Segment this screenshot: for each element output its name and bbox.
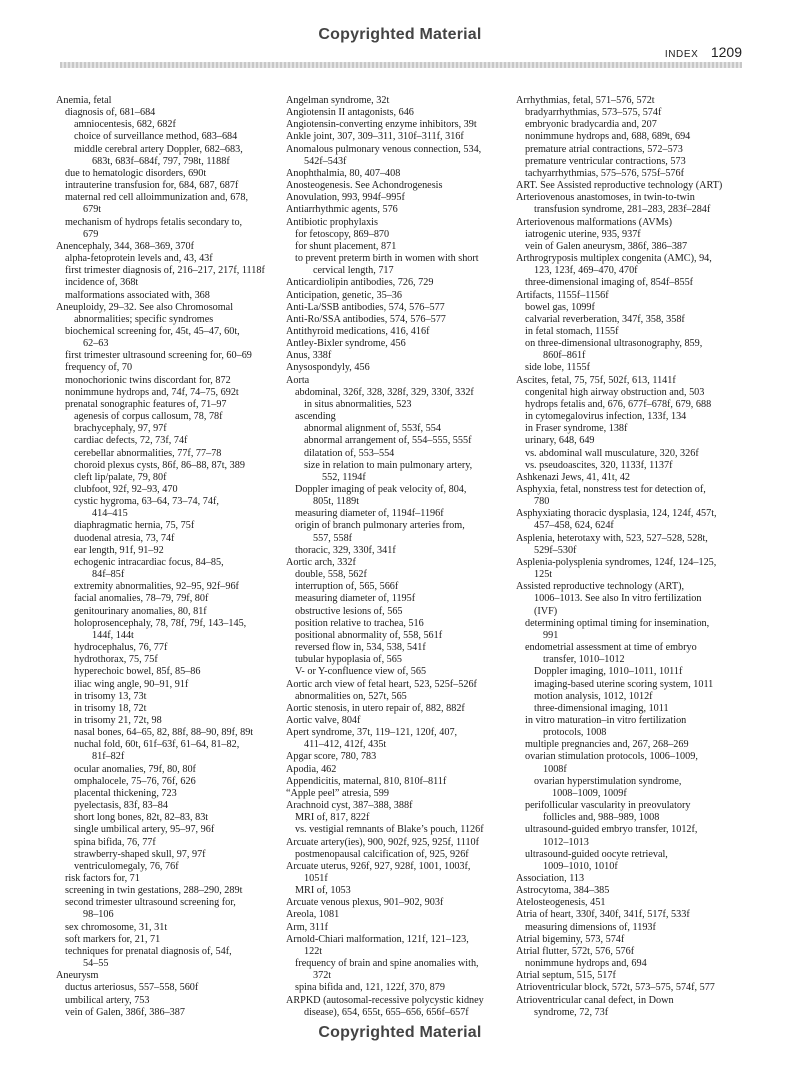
index-entry: abnormalities; specific syndromes (74, 313, 214, 325)
index-entry: Anysospondyly, 456 (286, 362, 370, 374)
index-entry: strawberry-shaped skull, 97, 97f (74, 848, 206, 860)
index-entry: premature atrial contractions, 572–573 (525, 143, 683, 155)
page-number: 1209 (710, 44, 742, 60)
index-entry: nonimmune hydrops and, 694 (525, 958, 647, 970)
index-entry: origin of branch pulmonary arteries from, (295, 520, 465, 532)
index-entry: 122t (304, 945, 323, 957)
index-entry: echogenic intracardiac focus, 84–85, (74, 556, 224, 568)
index-entry: 54–55 (83, 958, 109, 970)
index-entry: “Apple peel” atresia, 599 (286, 787, 389, 799)
index-entry: screening in twin gestations, 288–290, 289t (65, 885, 243, 897)
index-entry: omphalocele, 75–76, 76f, 626 (74, 775, 196, 787)
index-entry: 1008f (543, 763, 567, 775)
index-entry: postmenopausal calcification of, 925, 926f (295, 848, 469, 860)
index-entry: 1009–1010, 1010f (543, 860, 618, 872)
index-entry: Angelman syndrome, 32t (286, 95, 390, 106)
index-entry: dilatation of, 553–554 (304, 447, 395, 459)
index-entry: Antley-Bixler syndrome, 456 (286, 338, 406, 350)
index-entry: three-dimensional imaging of, 854f–855f (525, 277, 694, 289)
index-entry: monochorionic twins discordant for, 872 (65, 374, 231, 386)
index-entry: measuring diameter of, 1194f–1196f (295, 508, 444, 520)
index-entry: in vitro maturation–in vitro fertilization (525, 714, 687, 726)
index-entry: imaging-based uterine scoring system, 1011 (534, 678, 714, 690)
index-entry: Arcuate artery(ies), 900, 902f, 925, 925f, 1110f (286, 836, 480, 848)
index-entry: ventriculomegaly, 76, 76f (74, 860, 179, 872)
index-entry: Aneurysm (56, 970, 99, 982)
index-entry: Anencephaly, 344, 368–369, 370f (56, 240, 194, 252)
index-entry: 552, 1194f (322, 471, 366, 483)
index-entry: Arteriovenous malformations (AVMs) (516, 216, 672, 228)
index-entry: Aortic arch view of fetal heart, 523, 525f–526f (286, 678, 477, 690)
index-entry: Antiarrhythmic agents, 576 (286, 204, 398, 216)
index-entry: follicles and, 988–989, 1008 (543, 812, 660, 824)
index-entry: in fetal stomach, 1155f (525, 325, 619, 337)
index-entry: congenital high airway obstruction and, 503 (525, 386, 705, 398)
index-entry: first trimester diagnosis of, 216–217, 217f, 1118f (65, 265, 265, 277)
index-entry: Anosteogenesis. See Achondrogenesis (286, 180, 443, 192)
index-entry: Atrial septum, 515, 517f (516, 970, 616, 982)
index-entry: Areola, 1081 (286, 909, 340, 921)
index-entry: hyperechoic bowel, 85f, 85–86 (74, 666, 201, 678)
index-entry: 860f–861f (543, 350, 586, 362)
index-entry: Apgar score, 780, 783 (286, 751, 377, 763)
index-entry: Antibiotic prophylaxis (286, 216, 378, 228)
index-entry: urinary, 648, 649 (525, 435, 595, 447)
copyright-watermark-bottom: Copyrighted Material (318, 1024, 482, 1041)
index-entry: Asplenia-polysplenia syndromes, 124f, 124–125, (516, 556, 717, 568)
index-entry: motion analysis, 1012, 1012f (534, 690, 653, 702)
index-entry: Anti-Ro/SSA antibodies, 574, 576–577 (286, 313, 446, 325)
index-entry: Arrhythmias, fetal, 571–576, 572t (516, 95, 655, 106)
index-entry: Association, 113 (516, 873, 585, 884)
index-entry: MRI of, 1053 (295, 885, 351, 897)
index-entry: reversed flow in, 534, 538, 541f (295, 642, 426, 654)
index-entry: frequency of, 70 (65, 362, 133, 374)
index-entry: Arthrogryposis multiplex congenita (AMC), 94, (516, 253, 712, 265)
index-entry: in cytomegalovirus infection, 133f, 134 (525, 411, 687, 423)
index-entry: ART. See Assisted reproductive technology (ART) (516, 180, 723, 192)
index-entry: tachyarrhythmias, 575–576, 575f–576f (525, 167, 685, 179)
index-entry: abdominal, 326f, 328, 328f, 329, 330f, 332f (295, 386, 474, 398)
index-entry: extremity abnormalities, 92–95, 92f–96f (74, 581, 239, 593)
index-entry: in Fraser syndrome, 138f (525, 423, 628, 435)
index-entry: genitourinary anomalies, 80, 81f (74, 605, 207, 617)
index-entry: premature ventricular contractions, 573 (525, 155, 686, 167)
index-entry: perifollicular vascularity in preovulatory (525, 800, 691, 812)
index-entry: ultrasound-guided embryo transfer, 1012f, (525, 824, 698, 836)
index-entry: biochemical screening for, 45t, 45–47, 60t, (65, 325, 240, 337)
index-entry: bradyarrhythmias, 573–575, 574f (525, 107, 662, 119)
index-entry: Anovulation, 993, 994f–995f (286, 192, 405, 204)
index-entry: embryonic bradycardia and, 207 (525, 119, 657, 131)
index-entry: for fetoscopy, 869–870 (295, 228, 390, 240)
index-entry: abnormal arrangement of, 554–555, 555f (304, 435, 472, 447)
index-entry: cleft lip/palate, 79, 80f (74, 471, 167, 483)
index-entry: mechanism of hydrops fetalis secondary to, (65, 216, 243, 228)
index-entry: 144f, 144t (92, 629, 134, 641)
index-entry: nonimmune hydrops and, 688, 689t, 694 (525, 131, 691, 143)
index-entry: Ashkenazi Jews, 41, 41t, 42 (516, 471, 631, 483)
index-entry: Asphyxiating thoracic dysplasia, 124, 124f, 457t, (516, 508, 717, 520)
index-entry: obstructive lesions of, 565 (295, 605, 403, 617)
index-entry: duodenal atresia, 73, 74f (74, 532, 175, 544)
index-entry: 1008–1009, 1009f (552, 787, 627, 799)
index-entry: 414–415 (92, 508, 128, 520)
index-entry: Aortic arch, 332f (286, 556, 356, 568)
index-entry: risk factors for, 71 (65, 873, 140, 884)
index-entry: to prevent preterm birth in women with short (295, 253, 479, 265)
index-entry: 679t (83, 204, 102, 216)
index-entry: Asphyxia, fetal, nonstress test for detection of, (516, 484, 706, 495)
index-entry: Doppler imaging, 1010–1011, 1011f (534, 666, 683, 678)
index-entry: iliac wing angle, 90–91, 91f (74, 678, 189, 690)
index-column-3 (516, 95, 734, 1019)
index-entry: maternal red cell alloimmunization and, 678, (65, 192, 249, 204)
index-entry: Ankle joint, 307, 309–311, 310f–311f, 316f (286, 131, 464, 143)
index-entry: double, 558, 562f (295, 569, 367, 581)
index-entry: 372t (313, 970, 332, 982)
index-entry: (IVF) (534, 605, 558, 617)
index-entry: Atrial bigeminy, 573, 574f (516, 933, 625, 945)
index-entry: cervical length, 717 (313, 265, 394, 277)
index-entry: interruption of, 565, 566f (295, 581, 399, 593)
index-entry: Antithyroid medications, 416, 416f (286, 325, 430, 337)
index-entry: Doppler imaging of peak velocity of, 804, (295, 484, 467, 495)
index-entry: disease), 654, 655t, 655–656, 656f–657f (304, 1006, 469, 1018)
index-entry: measuring dimensions of, 1193f (525, 921, 656, 933)
index-entry: diagnosis of, 681–684 (65, 107, 156, 119)
index-entry: agenesis of corpus callosum, 78, 78f (74, 411, 223, 423)
index-entry: hydrothorax, 75, 75f (74, 654, 158, 666)
index-entry: Anticardiolipin antibodies, 726, 729 (286, 277, 434, 289)
index-entry: ovarian hyperstimulation syndrome, (534, 775, 682, 787)
index-entry: 542f–543f (304, 155, 347, 167)
index-entry: iatrogenic uterine, 935, 937f (525, 228, 641, 240)
index-entry: 123, 123f, 469–470, 470f (534, 265, 638, 277)
index-entry: choroid plexus cysts, 86f, 86–88, 87t, 389 (74, 459, 245, 471)
index-entry: Atria of heart, 330f, 340f, 341f, 517f, 533f (516, 909, 690, 921)
index-entry: single umbilical artery, 95–97, 96f (74, 824, 215, 836)
index-entry: techniques for prenatal diagnosis of, 54f, (65, 945, 232, 957)
index-entry: malformations associated with, 368 (65, 289, 210, 301)
index-entry: Apodia, 462 (286, 763, 337, 775)
index-entry: transfer, 1010–1012 (543, 654, 625, 666)
index-entry: 805t, 1189t (313, 496, 360, 508)
index-entry: Artifacts, 1155f–1156f (516, 289, 609, 301)
index-entry: in trisomy 13, 73t (74, 690, 147, 702)
index-entry: V- or Y-confluence view of, 565 (295, 666, 427, 678)
index-entry: clubfoot, 92f, 92–93, 470 (74, 484, 178, 495)
index-entry: sex chromosome, 31, 31t (65, 921, 168, 933)
copyright-watermark-top: Copyrighted Material (318, 26, 482, 43)
index-entry: Atrial flutter, 572t, 576, 576f (516, 945, 635, 957)
index-entry: 411–412, 412f, 435t (304, 739, 387, 751)
index-entry: vein of Galen aneurysm, 386f, 386–387 (525, 240, 688, 252)
index-entry: alpha-fetoprotein levels and, 43, 43f (65, 253, 213, 265)
index-entry: 125t (534, 569, 553, 581)
index-entry: ARPKD (autosomal-recessive polycystic kidney (286, 994, 484, 1006)
index-entry: 991 (543, 629, 559, 641)
index-entry: tubular hypoplasia of, 565 (295, 654, 402, 666)
index-entry: middle cerebral artery Doppler, 682–683, (74, 143, 243, 155)
index-entry: cerebellar abnormalities, 77f, 77–78 (74, 447, 222, 459)
index-entry: 529f–530f (534, 544, 577, 556)
index-entry: Arcuate venous plexus, 901–902, 903f (286, 897, 444, 909)
index-entry: 81f–82f (92, 751, 125, 763)
index-entry: bowel gas, 1099f (525, 301, 595, 313)
index-entry: Appendicitis, maternal, 810, 810f–811f (286, 775, 447, 787)
index-entry: in trisomy 18, 72t (74, 702, 147, 714)
index-entry: measuring diameter of, 1195f (295, 593, 416, 605)
index-entry: 1006–1013. See also In vitro fertilization (534, 593, 702, 605)
index-entry: Aneuploidy, 29–32. See also Chromosomal (56, 301, 234, 313)
index-entry: soft markers for, 21, 71 (65, 933, 161, 945)
index-entry: due to hematologic disorders, 690t (65, 167, 207, 179)
index-entry: 679 (83, 228, 99, 240)
index-entry: Anomalous pulmonary venous connection, 534, (286, 143, 482, 155)
index-entry: Atelosteogenesis, 451 (516, 897, 606, 909)
index-entry: spina bifida and, 121, 122f, 370, 879 (295, 982, 445, 994)
index-entry: 1051f (304, 873, 328, 884)
index-entry: in trisomy 21, 72t, 98 (74, 714, 162, 726)
index-entry: short long bones, 82t, 82–83, 83t (74, 812, 209, 824)
index-entry: on three-dimensional ultrasonography, 859, (525, 338, 703, 350)
index-entry: in situs abnormalities, 523 (304, 398, 412, 410)
section-label: INDEX (664, 49, 699, 60)
index-entry: nonimmune hydrops and, 74f, 74–75, 692t (65, 386, 239, 398)
index-entry: Apert syndrome, 37t, 119–121, 120f, 407, (286, 727, 458, 739)
index-entry: spina bifida, 76, 77f (74, 836, 156, 848)
index-entry: incidence of, 368t (65, 277, 139, 289)
index-entry: ovarian stimulation protocols, 1006–1009, (525, 751, 698, 763)
index-entry: position relative to trachea, 516 (295, 617, 424, 629)
index-entry: 780 (534, 496, 550, 508)
index-entry: Arteriovenous anastomoses, in twin-to-twin (516, 192, 695, 204)
index-entry: MRI of, 817, 822f (295, 812, 370, 824)
index-entry: 683t, 683f–684f, 797, 798t, 1188f (92, 155, 230, 167)
index-entry: Astrocytoma, 384–385 (516, 885, 610, 897)
index-entry: first trimester ultrasound screening for, 60–69 (65, 350, 252, 362)
index-entry: Angiotensin II antagonists, 646 (286, 107, 414, 119)
index-entry: vein of Galen, 386f, 386–387 (65, 1006, 185, 1018)
index-entry: Aortic stenosis, in utero repair of, 882, 882f (286, 702, 465, 714)
index-entry: nuchal fold, 60t, 61f–63f, 61–64, 81–82, (74, 739, 240, 751)
index-entry: vs. abdominal wall musculature, 320, 326f (525, 447, 699, 459)
index-entry: cystic hygroma, 63–64, 73–74, 74f, (74, 496, 219, 508)
index-entry: endometrial assessment at time of embryo (525, 642, 697, 654)
index-entry: Arachnoid cyst, 387–388, 388f (286, 800, 413, 812)
index-entry: diaphragmatic hernia, 75, 75f (74, 520, 195, 532)
index-entry: 457–458, 624, 624f (534, 520, 614, 532)
index-entry: nasal bones, 64–65, 82, 88f, 88–90, 89f, 89t (74, 727, 254, 739)
index-entry: Anus, 338f (286, 350, 332, 362)
index-entry: Aorta (286, 374, 310, 386)
index-entry: ascending (295, 411, 336, 423)
index-entry: 557, 558f (313, 532, 353, 544)
index-entry: 1012–1013 (543, 836, 589, 848)
index-entry: Arcuate uterus, 926f, 927, 928f, 1001, 1003f, (286, 860, 471, 872)
index-entry: hydrocephalus, 76, 77f (74, 642, 168, 654)
index-entry: multiple pregnancies and, 267, 268–269 (525, 739, 689, 751)
index-entry: for shunt placement, 871 (295, 240, 397, 252)
index-entry: second trimester ultrasound screening for, (65, 897, 236, 909)
index-entry: 98–106 (83, 909, 114, 921)
index-column-2 (286, 95, 504, 1019)
index-entry: Aortic valve, 804f (286, 714, 361, 726)
index-entry: ear length, 91f, 91–92 (74, 544, 164, 556)
index-entry: holoprosencephaly, 78, 78f, 79f, 143–145, (74, 617, 247, 629)
index-entry: ultrasound-guided oocyte retrieval, (525, 848, 668, 860)
index-entry: vs. pseudoascites, 320, 1133f, 1137f (525, 459, 673, 471)
index-entry: pyelectasis, 83f, 83–84 (74, 800, 168, 812)
index-entry: ductus arteriosus, 557–558, 560f (65, 982, 199, 994)
index-column-1 (56, 95, 274, 1019)
index-entry: frequency of brain and spine anomalies with, (295, 958, 479, 970)
index-entry: Anti-La/SSB antibodies, 574, 576–577 (286, 301, 445, 313)
index-entry: abnormalities on, 527t, 565 (295, 690, 407, 702)
index-entry: intrauterine transfusion for, 684, 687, 687f (65, 180, 239, 192)
index-entry: protocols, 1008 (543, 727, 607, 739)
index-entry: Angiotensin-converting enzyme inhibitors, 39t (286, 119, 477, 131)
index-entry: hydrops fetalis and, 676, 677f–678f, 679, 688 (525, 398, 712, 410)
index-entry: size in relation to main pulmonary artery, (304, 459, 473, 471)
index-entry: determining optimal timing for insemination, (525, 617, 710, 629)
index-entry: Arnold-Chiari malformation, 121f, 121–123, (286, 933, 469, 945)
index-entry: calvarial reverberation, 347f, 358, 358f (525, 313, 685, 325)
index-entry: brachycephaly, 97, 97f (74, 423, 167, 435)
index-entry: Asplenia, heterotaxy with, 523, 527–528, 528t, (516, 532, 708, 544)
index-entry: umbilical artery, 753 (65, 994, 150, 1006)
index-entry: syndrome, 72, 73f (534, 1006, 609, 1018)
index-entry: three-dimensional imaging, 1011 (534, 702, 669, 714)
index-entry: ocular anomalies, 79f, 80, 80f (74, 763, 196, 775)
index-entry: Assisted reproductive technology (ART), (516, 581, 685, 593)
index-entry: Anophthalmia, 80, 407–408 (286, 167, 401, 179)
index-entry: prenatal sonographic features of, 71–97 (65, 398, 227, 410)
index-entry: transfusion syndrome, 281–283, 283f–284f (534, 204, 711, 216)
index-entry: choice of surveillance method, 683–684 (74, 131, 238, 143)
running-head (665, 44, 742, 62)
index-entry: placental thickening, 723 (74, 787, 177, 799)
index-entry: side lobe, 1155f (525, 362, 590, 374)
index-entry: vs. vestigial remnants of Blake’s pouch, 1126f (295, 824, 484, 836)
index-entry: thoracic, 329, 330f, 341f (295, 544, 396, 556)
index-entry: amniocentesis, 682, 682f (74, 119, 176, 131)
index-entry: positional abnormality of, 558, 561f (295, 629, 443, 641)
index-entry: 62–63 (83, 338, 109, 350)
index-entry: 84f–85f (92, 569, 125, 581)
index-entry: abnormal alignment of, 553f, 554 (304, 423, 441, 435)
index-entry: Anemia, fetal (56, 95, 112, 106)
index-entry: Atrioventricular block, 572t, 573–575, 574f, 577 (516, 982, 715, 994)
index-entry: Arm, 311f (286, 921, 329, 933)
header-rule (60, 62, 742, 68)
index-entry: Ascites, fetal, 75, 75f, 502f, 613, 1141f (516, 374, 676, 386)
index-entry: facial anomalies, 78–79, 79f, 80f (74, 593, 209, 605)
index-entry: cardiac defects, 72, 73f, 74f (74, 435, 188, 447)
index-entry: Atrioventricular canal defect, in Down (516, 994, 674, 1006)
index-entry: Anticipation, genetic, 35–36 (286, 289, 402, 301)
